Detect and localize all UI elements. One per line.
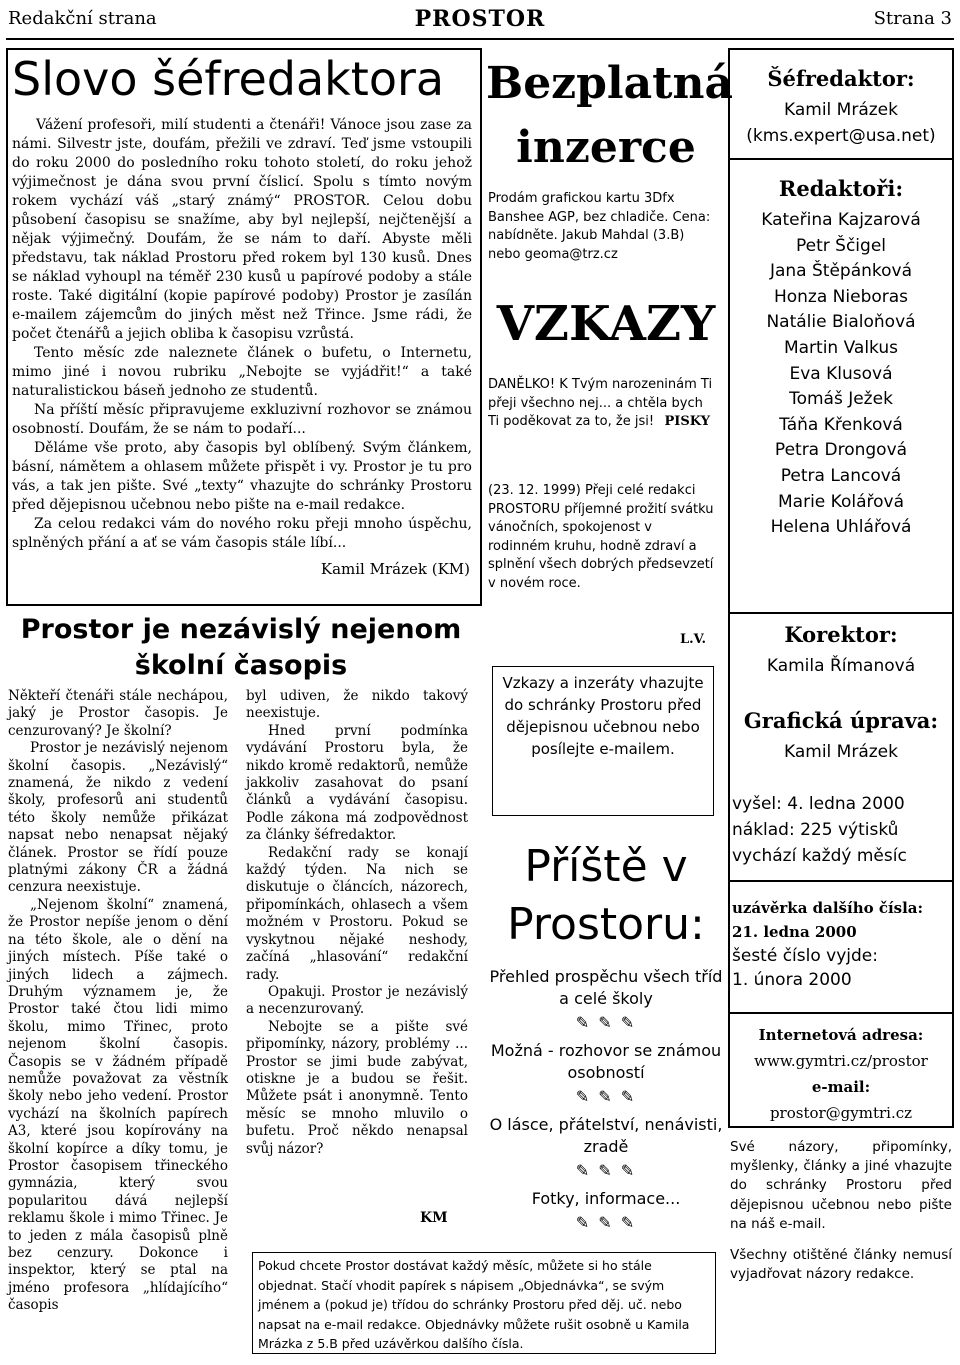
contribute-note: Své názory, připomínky, myšlenky, články a jiné vhazujte do schránky Prostoru před dějepisnou učebnou nebo pište na náš e-mail. (730, 1139, 952, 1232)
newspaper-title: PROSTOR (414, 6, 546, 32)
editorial-paragraph: Tento měsíc zde naleznete článek o bufetu, o Internetu, mimo jiné i novou rubriku „Nebojte se vyjádřit!“ a také naturalistickou báseň jednoho ze studentů. (12, 345, 472, 399)
editor-name: Tomáš Ježek (789, 389, 893, 410)
editorial-paragraph: Na příští měsíc připravujeme exkluzivní rozhovor se známou osobností. Doufám, že se nám to podaří... (12, 402, 472, 437)
deadline-label: uzávěrka dalšího čísla: (732, 899, 924, 917)
ad-text: Prodám grafickou kartu 3Dfx Banshee AGP, bez chladiče. Cena: nabídněte. Jakub Mahdal (3.B) nebo geoma@trz.cz (488, 191, 711, 262)
editorial-paragraph: Vážení profesoři, milí studenti a čtenáři! Vánoce jsou zase za námi. Silvestr jste, doufám, přežili ve zdraví. Teď jsme vstoupili do roku 2000 do posledního roku tohoto století, do roku jehož výjimečnost je dána svou první číslicí. Spolu s tímto novým rokem vychází váš „starý známý“ PROSTOR. Celou dobu působení časopisu se snažíme, aby byl nejlepší, nejčtenější a nějak výjimečný. Doufám, že se nám to daří. Abyste měli představu, tak náklad Prostoru před rokem byl 130 kusů. Dnes se náklad vyhoupl na téměř 230 kusů u papírové podoby a stále roste. Také digitální (kopie papírové podoby) Prostor je zasílán e-mailem zájemcům do jiných měst než Třince. Jsme rádi, že počet čtenářů a jejich obliba k časopisu vzrůstá. (12, 117, 472, 342)
article-column-1 (8, 688, 228, 1315)
graphics-name: Kamil Mrázek (784, 742, 898, 762)
editor-name: Marie Kolářová (778, 491, 904, 512)
ads-title (486, 52, 733, 180)
editor-name: Helena Uhlářová (770, 517, 912, 538)
messages-title: VZKAZY (496, 296, 716, 352)
next-issue-label: šesté číslo vyjde: (732, 946, 878, 966)
next-issue-item: Přehled prospěchu všech tříd a celé školy (489, 967, 723, 1008)
masthead-notes (728, 1138, 954, 1296)
editorial-paragraph: Děláme vše proto, aby časopis byl oblíbený. Svým článkem, básní, námětem a ohlasem můžete přispět i vy. Prostor je tu pro vás, a tak jen pište. Své „texty“ vhazujte do schránky Prostoru před dějepisnou učebnou nebo pište na e-mail redakce. (12, 440, 472, 513)
masthead-divider (728, 880, 954, 882)
article-signature: KM (420, 1210, 448, 1226)
message-2: (23. 12. 1999) Přeji celé redakci PROSTORU příjemné prožití svátku vánočních, spokojenost v rodinném kruhu, hodně zdraví a splnění všech dobrých předsevzetí v novém roce. (488, 483, 714, 591)
pencil-icon: ✎ ✎ ✎ (575, 1013, 637, 1032)
masthead-divider (728, 1012, 954, 1014)
pencil-icon: ✎ ✎ ✎ (575, 1087, 637, 1106)
page-number: Strana 3 (873, 8, 952, 29)
editor-name: Petra Drongová (774, 440, 908, 461)
pencil-icon: ✎ ✎ ✎ (575, 1213, 637, 1232)
web-address: www.gymtri.cz/prostor (754, 1052, 928, 1070)
ads-title-line: inzerce (516, 122, 696, 173)
editorial-title: Slovo šéfredaktora (12, 52, 445, 106)
next-issue-list (486, 966, 726, 1240)
article-title-line: školní časopis (134, 650, 348, 681)
corrector-label: Korektor: (784, 622, 898, 647)
header-divider (6, 38, 954, 40)
chief-editor-name: Kamil Mrázek (784, 100, 898, 120)
article-paragraph: Opakuji. Prostor je nezávislý a necenzurovaný. (246, 983, 468, 1018)
editor-name: Kateřina Kajzarová (761, 210, 921, 230)
chief-editor-email: (kms.expert@usa.net) (746, 126, 936, 146)
editors-label: Redaktoři: (778, 176, 904, 201)
editor-name: Martin Valkus (783, 337, 899, 358)
section-label: Redakční strana (8, 8, 157, 29)
article-paragraph: Někteří čtenáři stále nechápou, jaký je Prostor časopis. Je cenzurovaný? Je školní? (8, 688, 228, 739)
next-issue-item: O lásce, přátelství, nenávisti, zradě (489, 1115, 723, 1156)
editorial-paragraph: Za celou redakci vám do nového roku přeji mnoho úspěchu, splněných přání a ať se vám časopis stále líbí... (12, 516, 472, 551)
corrector-name: Kamila Římanová (766, 656, 916, 676)
next-issue-date: 1. února 2000 (732, 970, 852, 990)
editor-name: Táňa Křenková (779, 414, 903, 435)
next-issue-title (486, 838, 726, 954)
editor-name: Natálie Bialoňová (766, 312, 916, 333)
frequency: vychází každý měsíc (732, 846, 907, 866)
editor-name: Jana Štěpánková (769, 261, 913, 282)
message-1 (488, 376, 714, 432)
article-paragraph: Prostor je nezávislý nejenom školní časopis. „Nezávislý“ znamená, že nikdo z vedení školy, profesorů ani studentů této školy nemůže přikázat napsat nebo nenapsat nějaký článek. Prostor se řídí pouze platnými zákony ČR a žádná cenzura neexistuje. (8, 740, 228, 896)
article-paragraph: byl udiven, že nikdo takový neexistuje. (246, 688, 468, 722)
pencil-icon: ✎ ✎ ✎ (575, 1161, 637, 1180)
editor-name: Petra Lancová (780, 465, 902, 486)
article-title (8, 612, 474, 684)
article-title-line: Prostor je nezávislý nejenom (20, 614, 462, 645)
issue-date: vyšel: 4. ledna 2000 (732, 794, 905, 814)
masthead-divider (728, 612, 954, 614)
next-issue-title-line: Příště v (524, 841, 688, 892)
graphics-label: Grafická úprava: (743, 708, 939, 733)
editor-name: Eva Klusová (789, 363, 893, 384)
article-column-2 (246, 688, 468, 1158)
web-label: Internetová adresa: (758, 1026, 924, 1044)
article-paragraph: „Nejenom školní“ znamená, že Prostor nepíše jenom o dění na této škole, ale o dění na jiných místech. Píše také o jiných lidech a zájmech. Druhým významem je, že Prostor také čtou lidi mimo školu, mimo Třinec, proto nejenom školní časopis. Časopis se v žádném případě nemůže považovat za věstník školy nebo jeho vedení. Prostor vychází na školních papírech A3, které jsou kopírovány na školní kopírce a díky tomu, je Prostor časopisem třineckého gymnázia, který svou popularitou dává nejlepší reklamu škole i mimo Třinec. Je to jeden z mála časopisů plně bez cenzury. Dokonce i inspektor, který se ptal na jméno profesora „hlídajícího“ časopis (8, 896, 228, 1314)
editorial-signature: Kamil Mrázek (KM) (320, 560, 470, 578)
article-paragraph: Hned první podmínka vydávání Prostoru byla, že nikdo kromě redaktorů, nemůže jakkoliv zasahovat do psaní článků a vydávání časopisu. Podle zákona má zodpovědnost za články šéfredaktor. (246, 722, 468, 844)
next-issue-title-line: Prostoru: (507, 899, 705, 950)
subscription-text: Pokud chcete Prostor dostávat každý měsíc, můžete si ho stále objednat. Stačí vhodit papírek s nápisem „Objednávka“, se svým jménem a (pokud je) třídou do schránky Prostoru před děj. uč. nebo napsat na e-mail redakce. Objednávky můžete rušit osobně u Kamila Mrázka z 5.B před uzávěrkou dalšího čísla. (258, 1258, 690, 1351)
deadline-date: 21. ledna 2000 (732, 923, 857, 941)
chief-editor-label: Šéfredaktor: (767, 66, 915, 91)
email-address: prostor@gymtri.cz (769, 1104, 913, 1122)
article-paragraph: Redakční rady se konají každý týden. Na nich se diskutuje o článcích, názorech, připomínkách, ohlasech a všem možném v Prostoru. Pokud se vyskytnou nějaké neshody, začíná „hlasování“ redakční rady. (246, 844, 468, 983)
editors-list (730, 208, 952, 541)
next-issue-item: Možná - rozhovor se známou osobností (490, 1041, 722, 1082)
print-run: náklad: 225 výtisků (732, 820, 899, 840)
email-label: e-mail: (811, 1078, 871, 1096)
next-issue-item: Fotky, informace... (531, 1189, 681, 1208)
masthead-divider (728, 158, 954, 160)
message-signature: L.V. (680, 632, 707, 647)
editorial-body (12, 116, 472, 553)
editor-name: Petr Ščigel (796, 235, 886, 256)
disclaimer-note: Všechny otištěné články nemusí vyjadřovat názory redakce. (730, 1247, 952, 1283)
editor-name: Honza Nieboras (773, 286, 909, 307)
ads-title-line: Bezplatná (486, 58, 733, 109)
notice-text: Vzkazy a inzeráty vhazujte do schránky Prostoru před dějepisnou učebnou nebo posílejte e-mailem. (502, 674, 704, 758)
message-text: DANĚLKO! K Tvým narozeninám Ti přeji všechno nej... a chtěla bych Ti poděkovat za to, že jsi! (488, 377, 713, 429)
article-paragraph: Nebojte se a pište své připomínky, názory, problémy ... Prostor se jimi bude zabývat, otiskne je a budou se řešit. Můžete psát i anonymně. Tento měsíc se mnoho mluvilo o bufetu. Proč někdo nenapsal svůj názor? (246, 1018, 468, 1157)
message-signature: PISKY (664, 414, 710, 429)
